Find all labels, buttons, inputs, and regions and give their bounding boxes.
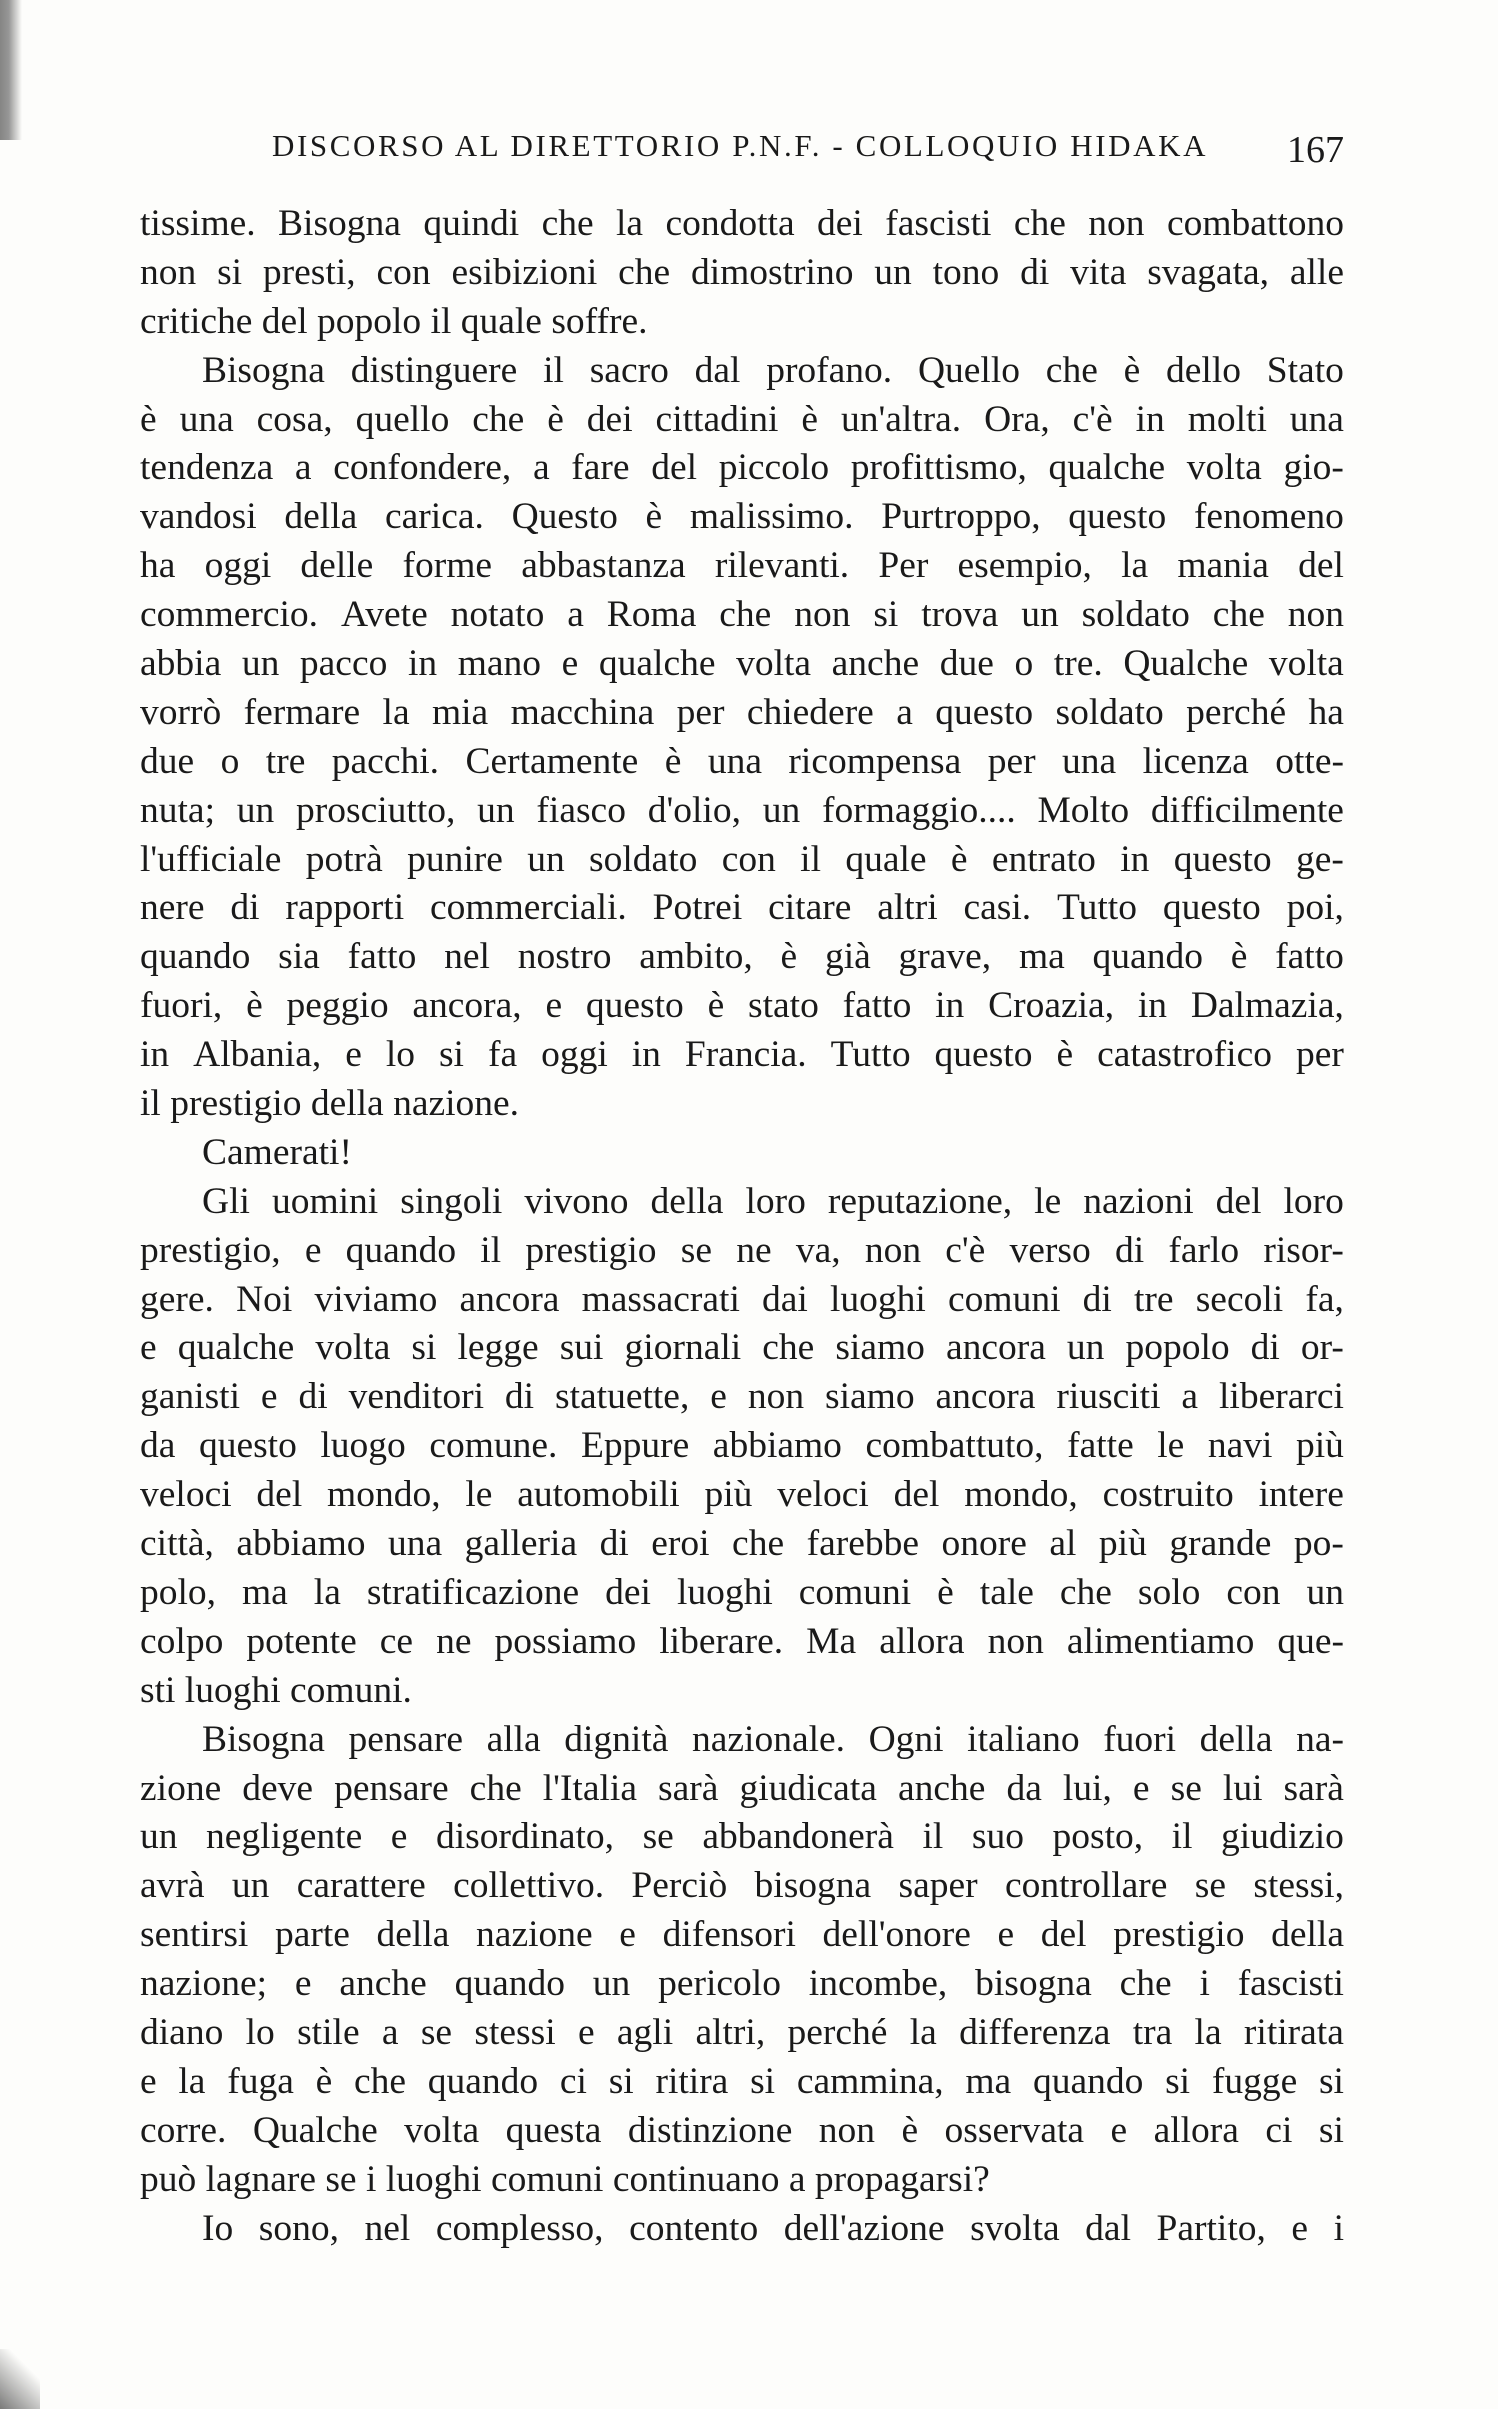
text-line: l'ufficiale potrà punire un soldato con il quale è entrato in questo ge- [140, 838, 1344, 880]
text-line: nere di rapporti commerciali. Potrei citare altri casi. Tutto questo poi, [140, 887, 1344, 929]
text-line: nazione; e anche quando un pericolo incombe, bisogna che i fascisti [140, 1963, 1344, 2005]
text-line: Gli uomini singoli vivono della loro reputazione, le nazioni del loro [202, 1180, 1344, 1222]
text-line: Bisogna distinguere il sacro dal profano. Quello che è dello Stato [202, 349, 1344, 391]
text-line: corre. Qualche volta questa distinzione non è osservata e allora ci si [140, 2109, 1344, 2151]
text-line: veloci del mondo, le automobili più veloci del mondo, costruito intere [140, 1474, 1344, 1516]
text-line: Io sono, nel complesso, contento dell'azione svolta dal Partito, e i [202, 2207, 1344, 2249]
text-line: Bisogna pensare alla dignità nazionale. Ogni italiano fuori della na- [202, 1718, 1344, 1760]
text-line: ganisti e di venditori di statuette, e non siamo ancora riusciti a liberarci [140, 1376, 1344, 1418]
text-line: diano lo stile a se stessi e agli altri, perché la differenza tra la ritirata [140, 2011, 1344, 2053]
text-line: abbia un pacco in mano e qualche volta anche due o tre. Qualche volta [140, 643, 1344, 685]
text-line: il prestigio della nazione. [140, 1083, 520, 1125]
text-line: avrà un carattere collettivo. Perciò bisogna saper controllare se stessi, [140, 1865, 1344, 1907]
text-line: un negligente e disordinato, se abbandonerà il suo posto, il giudizio [140, 1816, 1344, 1858]
running-title: DISCORSO AL DIRETTORIO P.N.F. - COLLOQUIO HIDAKA [272, 128, 1209, 163]
running-head [272, 128, 1344, 172]
text-line: zione deve pensare che l'Italia sarà giudicata anche da lui, e se lui sarà [140, 1767, 1344, 1809]
text-line: e la fuga è che quando ci si ritira si cammina, ma quando si fugge si [140, 2060, 1344, 2102]
text-line: nuta; un prosciutto, un fiasco d'olio, un formaggio.... Molto difficilmente [140, 789, 1344, 831]
page-number: 167 [1287, 129, 1344, 171]
text-line: polo, ma la stratificazione dei luoghi comuni è tale che solo con un [140, 1571, 1344, 1613]
text-line: è una cosa, quello che è dei cittadini è un'altra. Ora, c'è in molti una [140, 398, 1344, 440]
text-line: prestigio, e quando il prestigio se ne va, non c'è verso di farlo risor- [140, 1229, 1344, 1271]
text-line: in Albania, e lo si fa oggi in Francia. Tutto questo è catastrofico per [140, 1034, 1344, 1076]
text-line: ha oggi delle forme abbastanza rilevanti. Per esempio, la mania del [140, 545, 1344, 587]
text-line: colpo potente ce ne possiamo liberare. Ma allora non alimentiamo que- [140, 1620, 1344, 1662]
text-line: sentirsi parte della nazione e difensori dell'onore e del prestigio della [140, 1914, 1344, 1956]
scan-shadow-top [0, 0, 22, 140]
text-line: può lagnare se i luoghi comuni continuano a propagarsi? [140, 2158, 990, 2200]
text-line: vorrò fermare la mia macchina per chiedere a questo soldato perché ha [140, 691, 1344, 733]
text-line: Camerati! [202, 1131, 352, 1173]
body-text [140, 200, 1344, 2253]
text-line: vandosi della carica. Questo è malissimo. Purtroppo, questo fenomeno [140, 496, 1344, 538]
text-line: fuori, è peggio ancora, e questo è stato fatto in Croazia, in Dalmazia, [140, 985, 1344, 1027]
text-line: due o tre pacchi. Certamente è una ricompensa per una licenza otte- [140, 740, 1344, 782]
text-line: tissime. Bisogna quindi che la condotta dei fascisti che non combattono [140, 203, 1344, 244]
text-line: e qualche volta si legge sui giornali che siamo ancora un popolo di or- [140, 1327, 1344, 1369]
text-line: commercio. Avete notato a Roma che non si trova un soldato che non [140, 594, 1344, 636]
text-line: città, abbiamo una galleria di eroi che farebbe onore al più grande po- [140, 1523, 1344, 1565]
text-line: da questo luogo comune. Eppure abbiamo combattuto, fatte le navi più [140, 1425, 1344, 1467]
text-line: quando sia fatto nel nostro ambito, è già grave, ma quando è fatto [140, 936, 1344, 978]
text-line: gere. Noi viviamo ancora massacrati dai luoghi comuni di tre secoli fa, [140, 1278, 1344, 1320]
text-line: sti luoghi comuni. [140, 1669, 412, 1711]
scan-shadow-bottom [0, 2349, 40, 2409]
text-line: critiche del popolo il quale soffre. [140, 300, 648, 342]
text-line: non si presti, con esibizioni che dimostrino un tono di vita svagata, alle [140, 251, 1344, 293]
text-line: tendenza a confondere, a fare del piccolo profittismo, qualche volta gio- [140, 447, 1344, 489]
